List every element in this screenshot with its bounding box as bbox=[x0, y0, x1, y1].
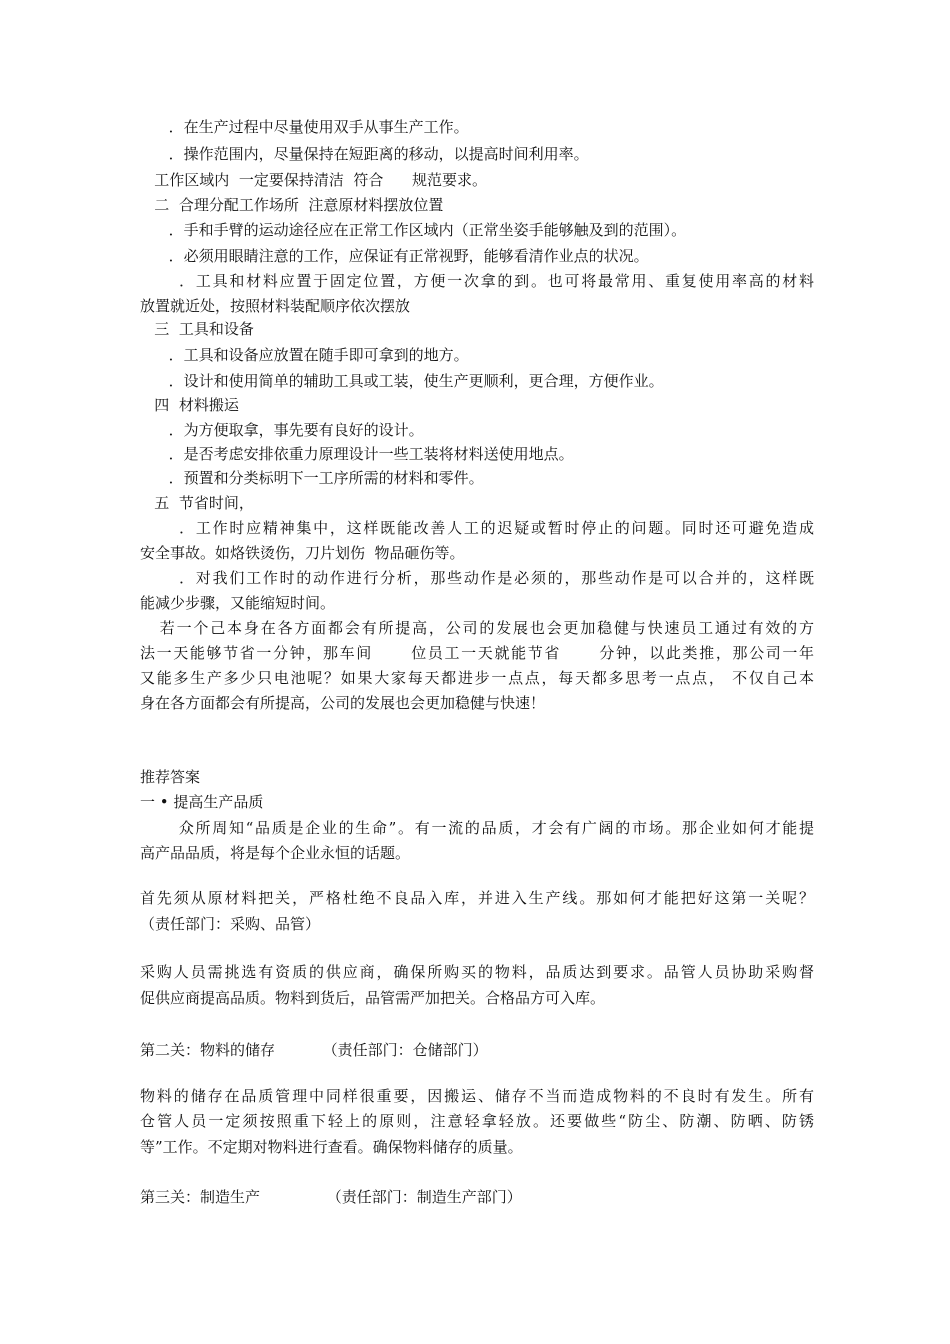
text-line: ．手和手臂的运动途径应在正常工作区域内（正常坐姿手能够触及到的范围）。 bbox=[140, 221, 687, 239]
text-line: 首先须从原材料把关，严格杜绝不良品入库，并进入生产线。那如何才能把好这第一关呢？ bbox=[140, 889, 814, 907]
text-line: （责任部门：采购、品管） bbox=[140, 915, 321, 933]
text-line: 若一个己本身在各方面都会有所提高，公司的发展也会更加稳健与快速员工通过有效的方 bbox=[140, 619, 814, 637]
text-line: 高产品品质，将是每个企业永恒的话题。 bbox=[140, 844, 411, 862]
text-line: 物料的储存在品质管理中同样很重要，因搬运、储存不当而造成物料的不良时有发生。所有 bbox=[140, 1087, 814, 1105]
answer-heading: 推荐答案 bbox=[140, 768, 201, 786]
text-line: 工作区域内 一定要保持清洁 符合 规范要求。 bbox=[140, 171, 487, 189]
section-heading: 三 工具和设备 bbox=[140, 320, 254, 338]
section-heading: 五 节省时间， bbox=[140, 494, 254, 512]
section-heading: 第三关：制造生产 （责任部门：制造生产部门） bbox=[140, 1188, 522, 1206]
text-line: 放置就近处，按照材料装配顺序依次摆放 bbox=[140, 297, 411, 315]
text-line: ．预置和分类标明下一工序所需的材料和零件。 bbox=[140, 469, 484, 487]
text-line: 身在各方面都会有所提高，公司的发展也会更加稳健与快速！ bbox=[140, 694, 546, 712]
section-heading: 一 • 提高生产品质 bbox=[140, 793, 264, 811]
text-line: ．操作范围内，尽量保持在短距离的移动，以提高时间利用率。 bbox=[140, 145, 589, 163]
text-line: 众所周知“品质是企业的生命”。有一流的品质，才会有广阔的市场。那企业如何才能提 bbox=[140, 819, 814, 837]
text-line: 又能多生产多少只电池呢？如果大家每天都进步一点点，每天都多思考一点点， 不仅自己本 bbox=[140, 669, 814, 687]
text-line: 采购人员需挑选有资质的供应商，确保所购买的物料，品质达到要求。品管人员协助采购督 bbox=[140, 963, 814, 981]
text-line: 促供应商提高品质。物料到货后，品管需严加把关。合格品方可入库。 bbox=[140, 989, 606, 1007]
text-line: ．工具和材料应置于固定位置，方便一次拿的到。也可将最常用、重复使用率高的材料 bbox=[140, 272, 814, 290]
section-heading: 四 材料搬运 bbox=[140, 396, 239, 414]
text-line: 法一天能够节省一分钟，那车间 位员工一天就能节省 分钟，以此类推，那公司一年 bbox=[140, 644, 814, 662]
text-line: ．是否考虑安排依重力原理设计一些工装将材料送使用地点。 bbox=[140, 445, 574, 463]
text-line: ．工作时应精神集中，这样既能改善人工的迟疑或暂时停止的问题。同时还可避免造成 bbox=[140, 519, 814, 537]
text-line: 仓管人员一定须按照重下轻上的原则，注意轻拿轻放。还要做些“防尘、防潮、防晒、防锈 bbox=[140, 1112, 814, 1130]
text-line: 安全事故。如烙铁烫伤，刀片划伤 物品砸伤等。 bbox=[140, 544, 465, 562]
text-line: ．为方便取拿，事先要有良好的设计。 bbox=[140, 421, 424, 439]
text-line: ．在生产过程中尽量使用双手从事生产工作。 bbox=[140, 118, 469, 136]
text-line: ．对我们工作时的动作进行分析，那些动作是必须的，那些动作是可以合并的，这样既 bbox=[140, 569, 814, 587]
text-line: 等”工作。不定期对物料进行查看。确保物料储存的质量。 bbox=[140, 1138, 523, 1156]
text-line: ．必须用眼睛注意的工作，应保证有正常视野，能够看清作业点的状况。 bbox=[140, 247, 649, 265]
section-heading: 第二关：物料的储存 （责任部门：仓储部门） bbox=[140, 1041, 488, 1059]
section-heading: 二 合理分配工作场所 注意原材料摆放位置 bbox=[140, 196, 444, 214]
text-line: ．设计和使用简单的辅助工具或工装，使生产更顺利，更合理，方便作业。 bbox=[140, 372, 664, 390]
text-line: ．工具和设备应放置在随手即可拿到的地方。 bbox=[140, 346, 469, 364]
text-line: 能减少步骤，又能缩短时间。 bbox=[140, 594, 336, 612]
